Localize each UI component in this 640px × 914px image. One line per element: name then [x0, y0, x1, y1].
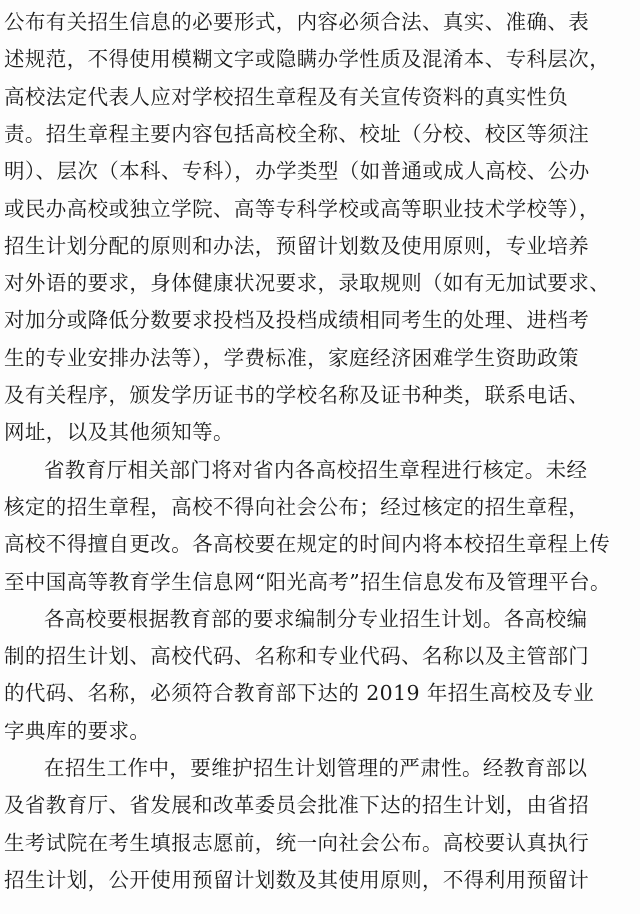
text-line: 生考试院在考生填报志愿前，统一向社会公布。高校要认真执行: [4, 830, 590, 855]
text-line: 对加分或降低分数要求投档及投档成绩相同考生的处理、进档考: [4, 308, 590, 333]
text-line: 招生计划，公开使用预留计划数及其使用原则，不得利用预留计: [4, 867, 590, 892]
text-line: 各高校要根据教育部的要求编制分专业招生计划。各高校编: [44, 606, 588, 631]
text-line: 至中国高等教育学生信息网“阳光高考”招生信息发布及管理平台。: [4, 569, 611, 594]
text-line: 对外语的要求，身体健康状况要求，录取规则（如有无加试要求、: [4, 271, 611, 296]
text-line: 的代码、名称，必须符合教育部下达的 2019 年招生高校及专业: [4, 681, 595, 706]
text-line: 网址，以及其他须知等。: [4, 420, 234, 445]
text-line: 在招生工作中，要维护招生计划管理的严肃性。经教育部以: [44, 756, 588, 780]
text-line: 制的招生计划、高校代码、名称和专业代码、名称以及主管部门: [4, 644, 590, 669]
text-line: 述规范，不得使用模糊文字或隐瞒办学性质及混淆本、专科层次，: [4, 47, 611, 72]
text-line: 及有关程序，颁发学历证书的学校名称及证书种类，联系电话、: [4, 383, 590, 407]
text-line: 公布有关招生信息的必要形式，内容必须合法、真实、准确、表: [4, 10, 590, 34]
text-line: 生的专业安排办法等），学费标准，家庭经济困难学生资助政策: [4, 345, 579, 370]
text-line: 或民办高校或独立学院、高等专科学校或高等职业技术学校等），: [4, 196, 600, 221]
text-line: 核定的招生章程，高校不得向社会公布；经过核定的招生章程，: [4, 494, 590, 519]
text-line: 明）、层次（本科、专科），办学类型（如普通或成人高校、公办: [4, 159, 590, 184]
text-line: 招生计划分配的原则和办法，预留计划数及使用原则，专业培养: [4, 233, 590, 258]
text-line: 责。招生章程主要内容包括高校全称、校址（分校、校区等须注: [4, 121, 590, 146]
text-line: 省教育厅相关部门将对省内各高校招生章程进行核定。未经: [44, 457, 588, 482]
text-line: 字典库的要求。: [4, 718, 151, 743]
text-line: 高校不得擅自更改。各高校要在规定的时间内将本校招生章程上传: [4, 532, 611, 557]
text-line: 高校法定代表人应对学校招生章程及有关宣传资料的真实性负: [4, 84, 569, 109]
text-line: 及省教育厅、省发展和改革委员会批准下达的招生计划，由省招: [4, 793, 590, 818]
